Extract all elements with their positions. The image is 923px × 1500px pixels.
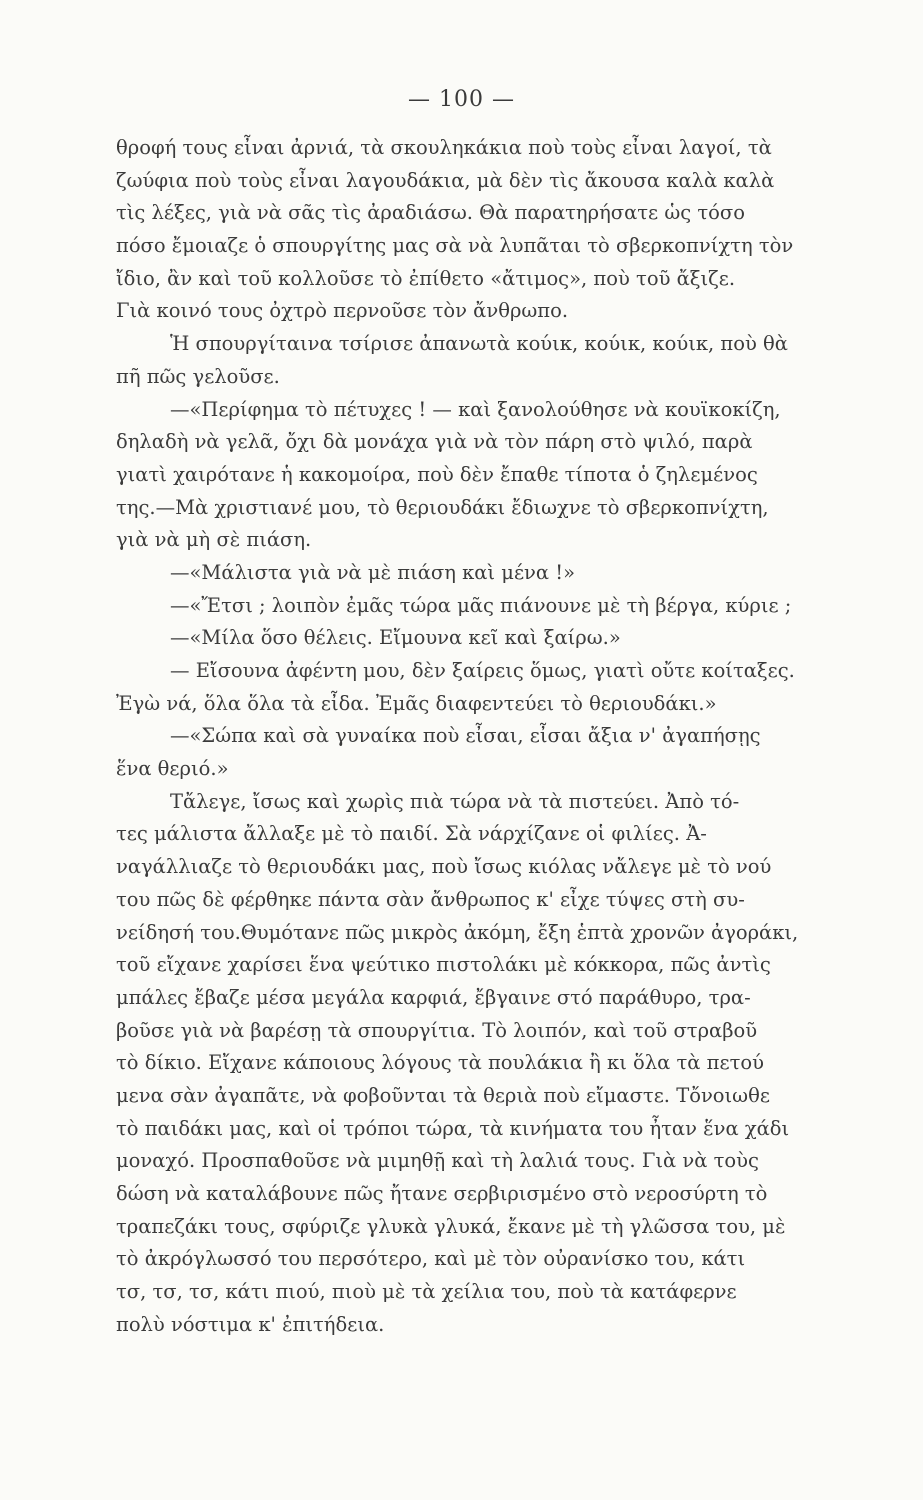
text-line: νείδησή του.Θυμότανε πῶς μικρὸς ἀκόμη, ἔξη ἑπτὰ χρονῶν ἀγοράκι, — [116, 920, 799, 944]
text-line: τὸ δίκιο. Εἴχανε κάποιους λόγους τὰ πουλάκια ἢ κι ὅλα τὰ πετού — [116, 1051, 764, 1075]
text-line: βοῦσε γιὰ νὰ βαρέσῃ τὰ σπουργίτια. Τὸ λοιπόν, καὶ τοῦ στραβοῦ — [116, 1018, 758, 1042]
text-line: δηλαδὴ νὰ γελᾶ, ὄχι δὰ μονάχα γιὰ νὰ τὸν πάρη στὸ ψιλό, παρὰ — [116, 430, 753, 454]
text-line: μπάλες ἔβαζε μέσα μεγάλα καρφιά, ἔβγαινε στό παράθυρο, τρα- — [116, 985, 751, 1009]
text-line: Τἄλεγε, ἴσως καὶ χωρὶς πιὰ τώρα νὰ τὰ πιστεύει. Ἀπὸ τό- — [170, 789, 740, 813]
text-line: του πῶς δὲ φέρθηκε πάντα σὰν ἄνθρωπος κ' εἶχε τύψες στὴ συ- — [116, 887, 745, 911]
text-line: πολὺ νόστιμα κ' ἐπιτήδεια. — [116, 1312, 385, 1336]
text-line: τὶς λέξες, γιὰ νὰ σᾶς τὶς ἀραδιάσω. Θὰ παρατηρήσατε ὡς τόσο — [116, 201, 745, 225]
text-line: πῆ πῶς γελοῦσε. — [116, 364, 280, 388]
body-text — [116, 132, 884, 1341]
text-line: Γιὰ κοινό τους ὀχτρὸ περνοῦσε τὸν ἄνθρωπο. — [116, 299, 569, 323]
text-line: ναγάλλιαζε τὸ θεριουδάκι μας, ποὺ ἴσως κιόλας νἄλεγε μὲ τὸ νού — [116, 855, 772, 879]
text-line: θροφή τους εἶναι ἀρνιά, τὰ σκουληκάκια ποὺ τοὺς εἶναι λαγοί, τὰ — [116, 136, 772, 159]
text-line: δώση νὰ καταλάβουνε πῶς ἤτανε σερβιρισμένο στὸ νεροσύρτη τὸ — [116, 1182, 768, 1205]
text-line: —«Μάλιστα γιὰ νὰ μὲ πιάση καὶ μένα !» — [170, 560, 576, 584]
text-line: Ἐγὼ νά, ὅλα ὅλα τὰ εἶδα. Ἐμᾶς διαφεντεύει τὸ θεριουδάκι.» — [116, 691, 717, 715]
text-line: μενα σὰν ἀγαπᾶτε, νὰ φοβοῦνται τὰ θεριὰ ποὺ εἴμαστε. Τὄνοιωθε — [116, 1083, 770, 1107]
text-line: τοῦ εἴχανε χαρίσει ἕνα ψεύτικο πιστολάκι μὲ κόκκορα, πῶς ἀντὶς — [116, 953, 771, 977]
text-line: τες μάλιστα ἄλλαξε μὲ τὸ παιδί. Σὰ νάρχίζανε οἱ φιλίες. Ἀ- — [116, 822, 707, 846]
text-line: —«Μίλα ὅσο θέλεις. Εἴμουνα κεῖ καὶ ξαίρω.» — [170, 626, 621, 650]
text-line: γιὰ νὰ μὴ σὲ πιάση. — [116, 528, 312, 552]
text-line: μοναχό. Προσπαθοῦσε νὰ μιμηθῇ καὶ τὴ λαλιά τους. Γιὰ νὰ τοὺς — [116, 1149, 759, 1173]
text-line: —«Περίφημα τὸ πέτυχες ! — καὶ ξανολούθησε νὰ κουϊκοκίζη, — [170, 397, 781, 421]
text-line: ἴδιο, ἂν καὶ τοῦ κολλοῦσε τὸ ἐπίθετο «ἄτιμος», ποὺ τοῦ ἄξιζε. — [116, 266, 736, 290]
text-line: — Εἴσουνα ἀφέντη μου, δὲν ξαίρεις ὅμως, γιατὶ οὔτε κοίταξες. — [170, 659, 795, 682]
page-number: — 100 — — [408, 87, 515, 112]
text-line: τὸ παιδάκι μας, καὶ οἱ τρόποι τώρα, τὰ κινήματα του ἦταν ἕνα χάδι — [116, 1116, 790, 1140]
text-line: ζωύφια ποὺ τοὺς εἶναι λαγουδάκια, μὰ δὲν τὶς ἄκουσα καλὰ καλὰ — [116, 168, 775, 192]
text-line: πόσο ἔμοιαζε ὁ σπουργίτης μας σὰ νὰ λυπᾶται τὸ σβερκοπνίχτη τὸν — [116, 234, 794, 258]
text-line: τραπεζάκι τους, σφύριζε γλυκὰ γλυκά, ἔκανε μὲ τὴ γλῶσσα του, μὲ — [116, 1214, 786, 1238]
text-line: Ἡ σπουργίταινα τσίρισε ἀπανωτὰ κούικ, κούικ, κούικ, ποὺ θὰ — [170, 332, 788, 356]
text-line: τὸ ἀκρόγλωσσό του περσότερο, καὶ μὲ τὸν οὐρανίσκο του, κάτι — [116, 1247, 746, 1271]
text-line: γιατὶ χαιρότανε ἡ κακομοίρα, ποὺ δὲν ἔπαθε τίποτα ὁ ζηλεμένος — [116, 462, 758, 486]
text-line: ἕνα θεριό.» — [116, 757, 229, 781]
text-line: τσ, τσ, τσ, κάτι πιού, πιοὺ μὲ τὰ χείλια του, ποὺ τὰ κατάφερνε — [116, 1280, 737, 1304]
text-line: της.—Μὰ χριστιανέ μου, τὸ θεριουδάκι ἔδιωχνε τὸ σβερκοπνίχτη, — [116, 495, 769, 519]
text-line: —«Ἔτσι ; λοιπὸν ἐμᾶς τώρα μᾶς πιάνουνε μὲ τὴ βέργα, κύριε ; — [170, 593, 792, 617]
text-line: —«Σώπα καὶ σὰ γυναίκα ποὺ εἶσαι, εἶσαι ἄξια ν' ἀγαπήσῃς — [170, 724, 761, 748]
